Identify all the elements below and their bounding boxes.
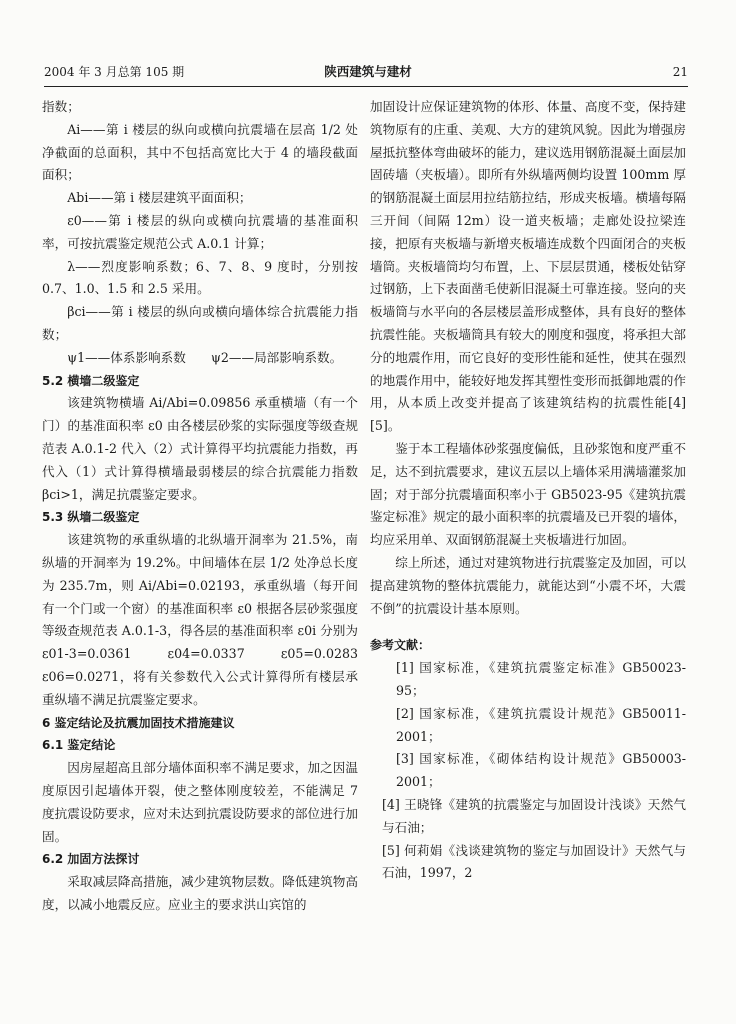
paragraph: 该建筑物的承重纵墙的北纵墙开洞率为 21.5%，南纵墙的开洞率为 19.2%。中间墙体在层 1/2 处净总长度为 235.7m，则 Ai/Abi=0.02193，承重纵墙（每开间有一个门或一个窗）的基准面积率 ε0 根据各层砂浆强度等级查规范表 A.0.1-3，得各层的基准面积率 ε0i 分别为 ε01-3=0.0361 ε04=0.0337 ε05=0.0283 ε06=0.0271，将有关参数代入公式计算得所有楼层承重纵墙不满足抗震鉴定要求。	[42, 532, 371, 707]
reference-item: [2] 国家标准，《建筑抗震设计规范》GB50011-2001；	[396, 705, 686, 744]
section-heading: 5.2 横墙二级鉴定	[42, 373, 140, 388]
section-heading: 6.2 加固方法探讨	[42, 852, 140, 867]
reference-item: [1] 国家标准，《建筑抗震鉴定标准》GB50023-95；	[396, 660, 686, 698]
issue-info: 2004 年 3 月总第 105 期	[44, 65, 185, 79]
reference-item: [4] 王晓锋《建筑的抗震鉴定与加固设计浅谈》天然气与石油；	[382, 796, 686, 835]
left-column	[42, 96, 371, 917]
reference-item: [5] 何莉娟《浅谈建筑物的鉴定与加固设计》天然气与石油，1997，2	[382, 842, 686, 881]
paragraph: Abi——第 i 楼层建筑平面面积；	[67, 190, 252, 206]
section-heading: 5.3 纵墙二级鉴定	[42, 510, 140, 525]
journal-title: 陕西建筑与建材	[324, 64, 412, 79]
spacer	[370, 620, 686, 634]
paragraph: 该建筑物横墙 Ai/Abi=0.09856 承重横墙（有一个门）的基准面积率 ε0 由各楼层砂浆的实际强度等级查规范表 A.0.1-2 代入（2）式计算得平均抗震能力指数，再代入（1）式计算得横墙最弱楼层的综合抗震能力指数 βci>1，满足抗震鉴定要求。	[42, 395, 358, 502]
right-column	[370, 96, 686, 885]
section-heading: 参考文献：	[370, 638, 431, 653]
paragraph: 综上所述，通过对建筑物进行抗震鉴定及加固，可以提高建筑物的整体抗震能力，就能达到“小震不坏，大震不倒”的抗震设计基本原则。	[370, 554, 686, 616]
paragraph: 加固设计应保证建筑物的体形、体量、高度不变，保持建筑物原有的庄重、美观、大方的建筑风貌。因此为增强房屋抵抗整体弯曲破坏的能力，建议选用钢筋混凝土面层加固砖墙（夹板墙）。即所有外纵墙两侧均设置 100mm 厚的钢筋混凝土面层用拉结筋拉结，形成夹板墙。横墙每隔三开间（间隔 12m）设一道夹板墙；走廊处设拉梁连接，把原有夹板墙与新增夹板墙连成数个四面闭合的夹板墙筒。夹板墙筒均匀布置，上、下层层贯通，楼板处钻穿过钢筋，上下表面凿毛使新旧混凝土可靠连接。竖向的夹板墙筒与水平向的各层楼层盖形成整体，具有良好的整体抗震性能。夹板墙筒具有较大的刚度和强度，将承担大部分的地震作用，而它良好的变形性能和延性，使其在强烈的地震作用中，能较好地发挥其塑性变形而抵御地震的作用，从本质上改变并提高了该建筑结构的抗震性能[4][5]。	[370, 99, 686, 434]
paragraph: ψ1——体系影响系数 ψ2——局部影响系数。	[67, 349, 343, 365]
section-heading: 6.1 鉴定结论	[42, 738, 116, 753]
reference-item: [3] 国家标准，《砌体结构设计规范》GB50003-2001；	[396, 751, 686, 790]
paragraph: βci——第 i 楼层的纵向或横向墙体综合抗震能力指数；	[42, 304, 358, 342]
paragraph: 鉴于本工程墙体砂浆强度偏低，且砂浆饱和度严重不足，达不到抗震要求，建议五层以上墙体采用满墙灌浆加固；对于部分抗震墙面积率小于 GB5023-95《建筑抗震鉴定标准》规定的最小面积率的抗震墙及已开裂的墙体，均应采用单、双面钢筋混凝土夹板墙进行加固。	[370, 440, 686, 548]
paragraph: 因房屋超高且部分墙体面积率不满足要求，加之因温度原因引起墙体开裂，使之整体刚度较差，不能满足 7 度抗震设防要求，应对未达到抗震设防要求的部位进行加固。	[42, 760, 358, 844]
paragraph: 指数；	[42, 99, 80, 114]
paragraph: Ai——第 i 楼层的纵向或横向抗震墙在层高 1/2 处净截面的总面积，其中不包括高宽比大于 4 的墙段截面面积；	[42, 121, 358, 183]
paragraph: ε0——第 i 楼层的纵向或横向抗震墙的基准面积率，可按抗震鉴定规范公式 A.0.1 计算；	[42, 212, 358, 251]
section-heading: 6 鉴定结论及抗震加固技术措施建议	[42, 715, 235, 730]
paragraph: λ——烈度影响系数；6、7、8、9 度时，分别按 0.7、1.0、1.5 和 2.5 采用。	[42, 258, 358, 297]
header-rule	[44, 86, 688, 87]
page-number: 21	[672, 65, 688, 79]
paragraph: 采取减层降高措施，减少建筑物层数。降低建筑物高度，以减小地震反应。应业主的要求洪山宾馆的	[42, 874, 358, 912]
